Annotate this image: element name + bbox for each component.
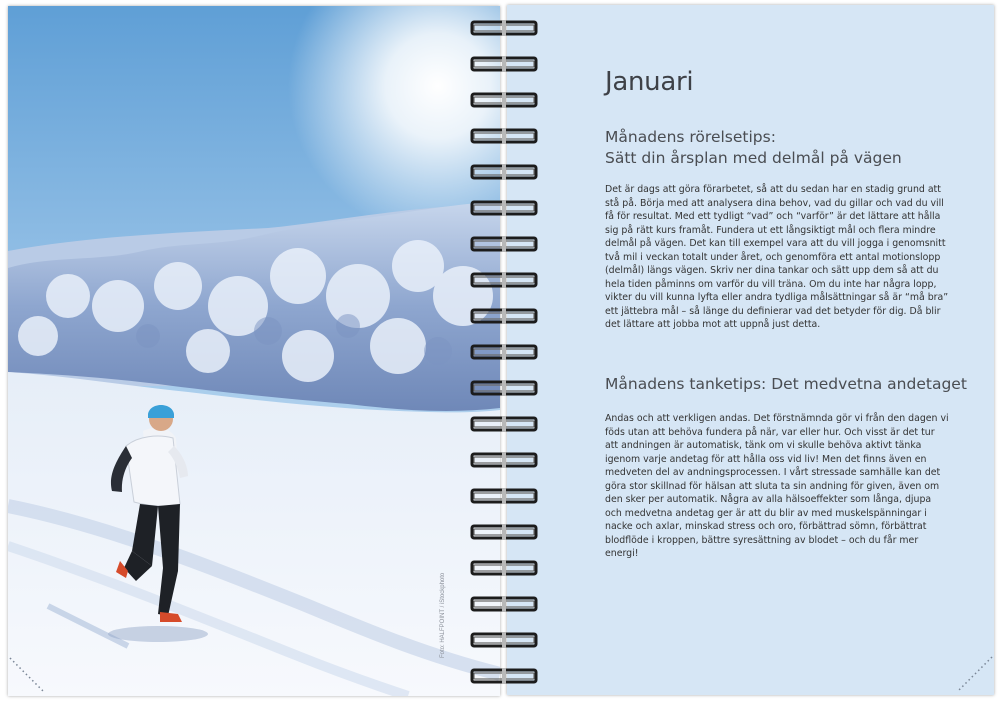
movement-tip-heading-line2: Sätt din årsplan med delmål på vägen <box>605 149 902 167</box>
binding-coil-icon <box>466 92 542 108</box>
binding-coil-icon <box>466 668 542 684</box>
corner-marker-icon <box>8 656 48 696</box>
corner-marker-icon <box>954 655 994 695</box>
movement-tip-heading <box>605 127 902 169</box>
left-page-photo <box>8 6 500 696</box>
movement-tip-heading-line1: Månadens rörelsetips: <box>605 128 776 146</box>
right-page-text <box>507 5 994 695</box>
binding-coil-icon <box>466 524 542 540</box>
movement-tip-body: Det är dags att göra förarbetet, så att du sedan har en stadig grund att stå på. Börja med att analysera dina behov, vad du gillar och vad du vill få för resultat. Med ett tydligt “vad” och “varför” är det lättare att hålla sig på rätt kurs framåt. Fundera ut ett långsiktigt mål och flera mindre delmål på vägen. Det kan till exempel vara att du vill jogga i genomsnitt två mil i veckan totalt under året, och genomföra ett antal motionslopp (delmål) längs vägen. Skriv ner dina tankar och sätt upp dem så att du hela tiden påminns om varför du vill träna. Om du inte har några lopp, vikter du vill kunna lyfta eller andra tydliga målsättningar så är “må bra” ett jättebra mål – så länge du definierar vad det betyder för dig. Då blir det lättare att jobba mot att uppnå just detta. <box>605 184 949 330</box>
binding-coil-icon <box>466 596 542 612</box>
binding-coil-icon <box>466 560 542 576</box>
binding-coil-icon <box>466 56 542 72</box>
binding-coil-icon <box>466 20 542 36</box>
thought-tip-body: Andas och att verkligen andas. Det förstnämnda gör vi från den dagen vi föds utan att behöva fundera på när, var eller hur. Och visst är det tur att andningen är automatisk, tänk om vi skulle behöva aktivt tänka igenom varje andetag för att hålla oss vid liv! Men det finns även en medveten del av andningsprocessen. I vårt stressade samhälle kan det göra stor skillnad för hälsan att sluta ta sin andning för given, även om den sker per automatik. Några av alla hälsoeffekter som långa, djupa och medvetna andetag ger är att du blir av med muskelspänningar i nacke och axlar, minskad stress och oro, förbättrad sömn, förbättrat blodflöde i kroppen, bättre syresättning av blodet – och du får mer energi! <box>605 413 949 559</box>
binding-coil-icon <box>466 488 542 504</box>
binding-coil-icon <box>466 236 542 252</box>
winter-runner-photo <box>8 6 500 696</box>
binding-coil-icon <box>466 128 542 144</box>
thought-tip-heading: Månadens tanketips: Det medvetna andetaget <box>605 375 967 393</box>
binding-coil-icon <box>466 308 542 324</box>
photo-credit: Foto: HALFPOINT / iStockphoto <box>440 572 446 658</box>
month-title: Januari <box>605 67 694 97</box>
binding-coil-icon <box>466 416 542 432</box>
spiral-binding <box>466 0 542 706</box>
binding-coil-icon <box>466 272 542 288</box>
binding-coil-icon <box>466 632 542 648</box>
binding-coil-icon <box>466 380 542 396</box>
binding-coil-icon <box>466 452 542 468</box>
binding-coil-icon <box>466 164 542 180</box>
binding-coil-icon <box>466 344 542 360</box>
binding-coil-icon <box>466 200 542 216</box>
